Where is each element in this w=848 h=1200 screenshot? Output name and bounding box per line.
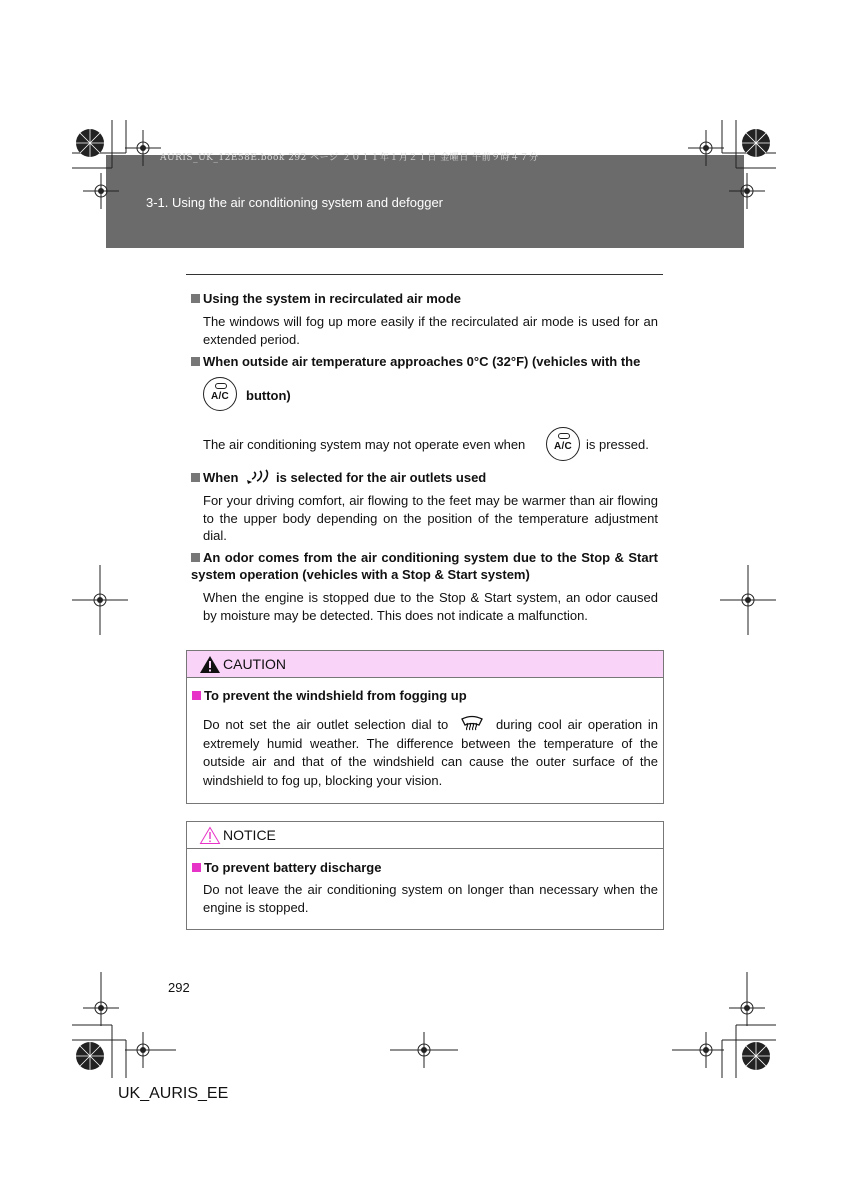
notice-body: Do not leave the air conditioning system on longer than necessary when the engine is stopped. xyxy=(203,882,658,915)
top-rule xyxy=(186,274,663,275)
ac-button-icon: A/C xyxy=(203,377,237,411)
section-heading: An odor comes from the air conditioning system due to the Stop & Start system operation (vehicles with a Stop & Start system) xyxy=(191,550,658,582)
section-body: For your driving comfort, air flowing to the feet may be warmer than air flowing to the upper body depending on the position of the temperature adjustment dial. xyxy=(203,493,658,544)
file-info: AURIS_UK_12E58E.book 292 ページ ２０１１年１月２１日 金曜日 午前９時４７分 xyxy=(160,153,539,163)
section-body: When the engine is stopped due to the Stop & Start system, an odor caused by moisture may be detected. This does not indicate a malfunction. xyxy=(203,590,658,623)
section-heading: When outside air temperature approaches 0°C (32°F) (vehicles with the xyxy=(191,353,661,370)
warning-triangle-icon xyxy=(199,655,221,674)
page-number: 292 xyxy=(168,980,190,995)
section-heading: When is selected for the air outlets used xyxy=(191,469,486,486)
caution-header xyxy=(187,651,663,678)
notice-box xyxy=(186,821,664,930)
feet-outlet-icon xyxy=(246,469,272,485)
notice-heading: To prevent battery discharge xyxy=(192,859,381,876)
caution-body: Do not set the air outlet selection dial to during cool air operation in extremely humid weather. The difference between the temperature of the outside air and that of the windshield can cause the outer surface of the windshield to fog up, blocking your vision. xyxy=(203,717,658,788)
square-bullet-icon xyxy=(191,294,200,303)
notice-header xyxy=(187,822,663,849)
section-title: 3-1. Using the air conditioning system and defogger xyxy=(146,195,444,210)
windshield-defrost-icon xyxy=(460,715,484,731)
square-bullet-icon xyxy=(192,691,201,700)
square-bullet-icon xyxy=(192,863,201,872)
section-heading-continued: button) xyxy=(246,388,291,403)
section-body-end: is pressed. xyxy=(586,437,649,452)
square-bullet-icon xyxy=(191,357,200,366)
ac-button-icon: A/C xyxy=(546,427,580,461)
notice-triangle-icon xyxy=(199,826,221,845)
section-body: The windows will fog up more easily if the recirculated air mode is used for an extended period. xyxy=(203,314,658,347)
footer-code: UK_AURIS_EE xyxy=(118,1085,229,1102)
caution-title: CAUTION xyxy=(223,656,286,672)
square-bullet-icon xyxy=(191,553,200,562)
square-bullet-icon xyxy=(191,473,200,482)
notice-title: NOTICE xyxy=(223,827,276,843)
section-body: The air conditioning system may not operate even when xyxy=(203,437,526,452)
caution-box xyxy=(186,650,664,804)
caution-heading: To prevent the windshield from fogging up xyxy=(192,687,467,704)
section-heading: Using the system in recirculated air mode xyxy=(191,290,661,307)
